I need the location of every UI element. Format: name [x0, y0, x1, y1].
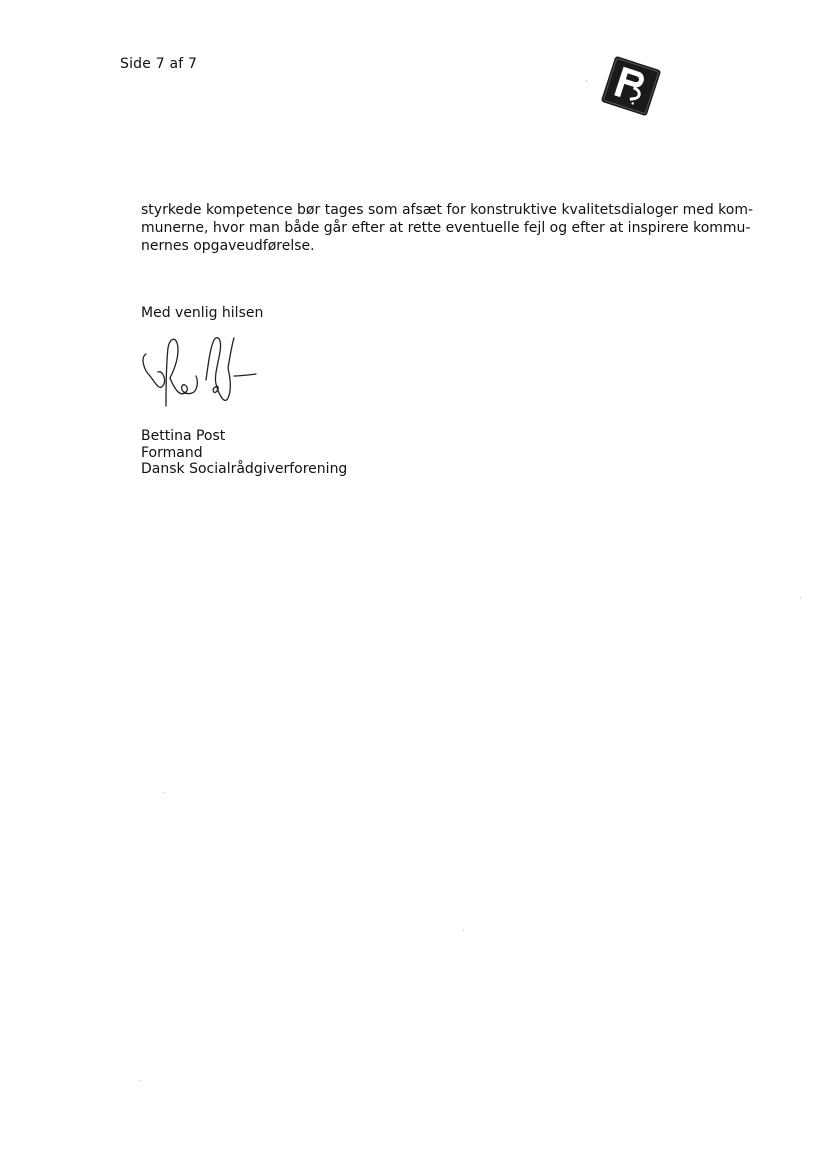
scan-speck: [800, 597, 801, 598]
signer-name: Bettina Post: [141, 428, 226, 444]
scan-speck: [586, 80, 587, 81]
body-line: munerne, hvor man både går efter at rette eventuelle fejl og efter at inspirere kommu-: [141, 220, 751, 236]
page-number: Side 7 af 7: [120, 56, 198, 72]
organization-logo-icon: [598, 54, 664, 118]
closing-greeting: Med venlig hilsen: [141, 305, 264, 321]
signature-icon: [136, 326, 258, 412]
signer-title: Formand: [141, 444, 203, 461]
scan-speck: [463, 930, 464, 931]
body-line: nernes opgaveudførelse.: [141, 238, 315, 254]
signer-block: [141, 428, 347, 478]
scan-speck: [164, 792, 165, 793]
body-line: styrkede kompetence bør tages som afsæt for konstruktive kvalitetsdialoger med kom-: [141, 202, 754, 218]
body-paragraph: [141, 201, 754, 255]
signer-organization: Dansk Socialrådgiverforening: [141, 461, 348, 477]
scan-speck: [140, 1080, 141, 1081]
